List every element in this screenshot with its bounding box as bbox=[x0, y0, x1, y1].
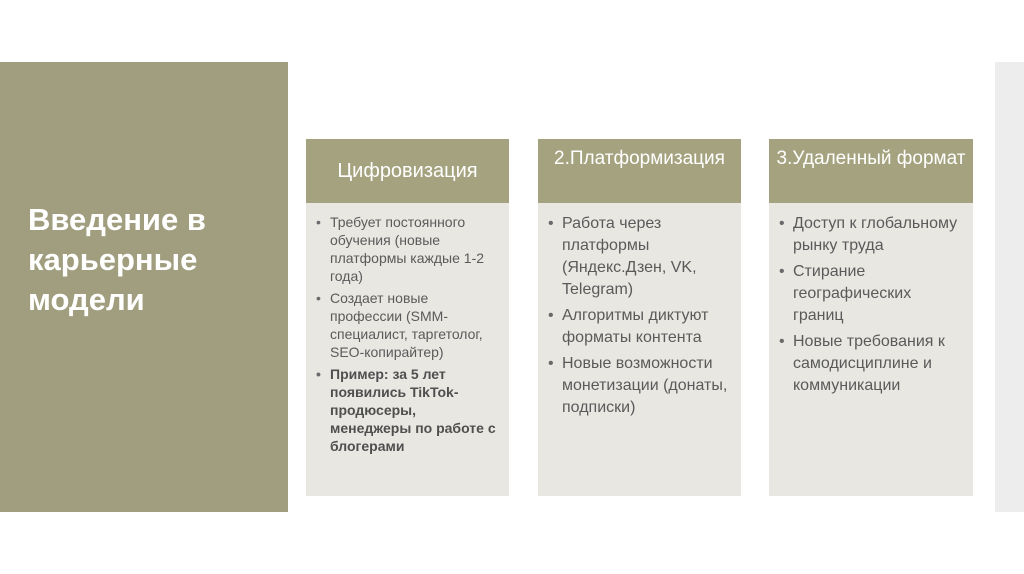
bullet-list bbox=[314, 213, 499, 455]
column-platformization bbox=[538, 139, 741, 496]
bullet-item: • Создает новые профессии (SMM-специалист, таргетолог, SEO-копирайтер) bbox=[314, 289, 499, 361]
column-body bbox=[769, 203, 973, 496]
column-remote-format bbox=[769, 139, 973, 496]
bullet-item: • Новые требования к самодисциплине и коммуникации bbox=[777, 331, 963, 397]
column-header: 2.Платформизация bbox=[538, 139, 741, 203]
column-header: 3.Удаленный формат bbox=[769, 139, 973, 203]
bullet-list bbox=[546, 213, 731, 419]
bullet-list bbox=[777, 213, 963, 397]
bullet-item: • Новые возможности монетизации (донаты, подписки) bbox=[546, 353, 731, 419]
bullet-item: • Требует постоянного обучения (новые платформы каждые 1-2 года) bbox=[314, 213, 499, 285]
slide-title: Введение в карьерные модели bbox=[28, 202, 206, 317]
column-body bbox=[306, 203, 509, 496]
column-digitalization bbox=[306, 139, 509, 496]
bullet-item: • Работа через платформы (Яндекс.Дзен, VK, Telegram) bbox=[546, 213, 731, 301]
bullet-item: • Стирание географических границ bbox=[777, 261, 963, 327]
column-body bbox=[538, 203, 741, 496]
bullet-item: • Доступ к глобальному рынку труда bbox=[777, 213, 963, 257]
column-header: Цифровизация bbox=[306, 139, 509, 203]
bullet-item-example: • Пример: за 5 лет появились TikTok-продюсеры, менеджеры по работе с блогерами bbox=[314, 365, 499, 455]
bullet-item: • Алгоритмы диктуют форматы контента bbox=[546, 305, 731, 349]
